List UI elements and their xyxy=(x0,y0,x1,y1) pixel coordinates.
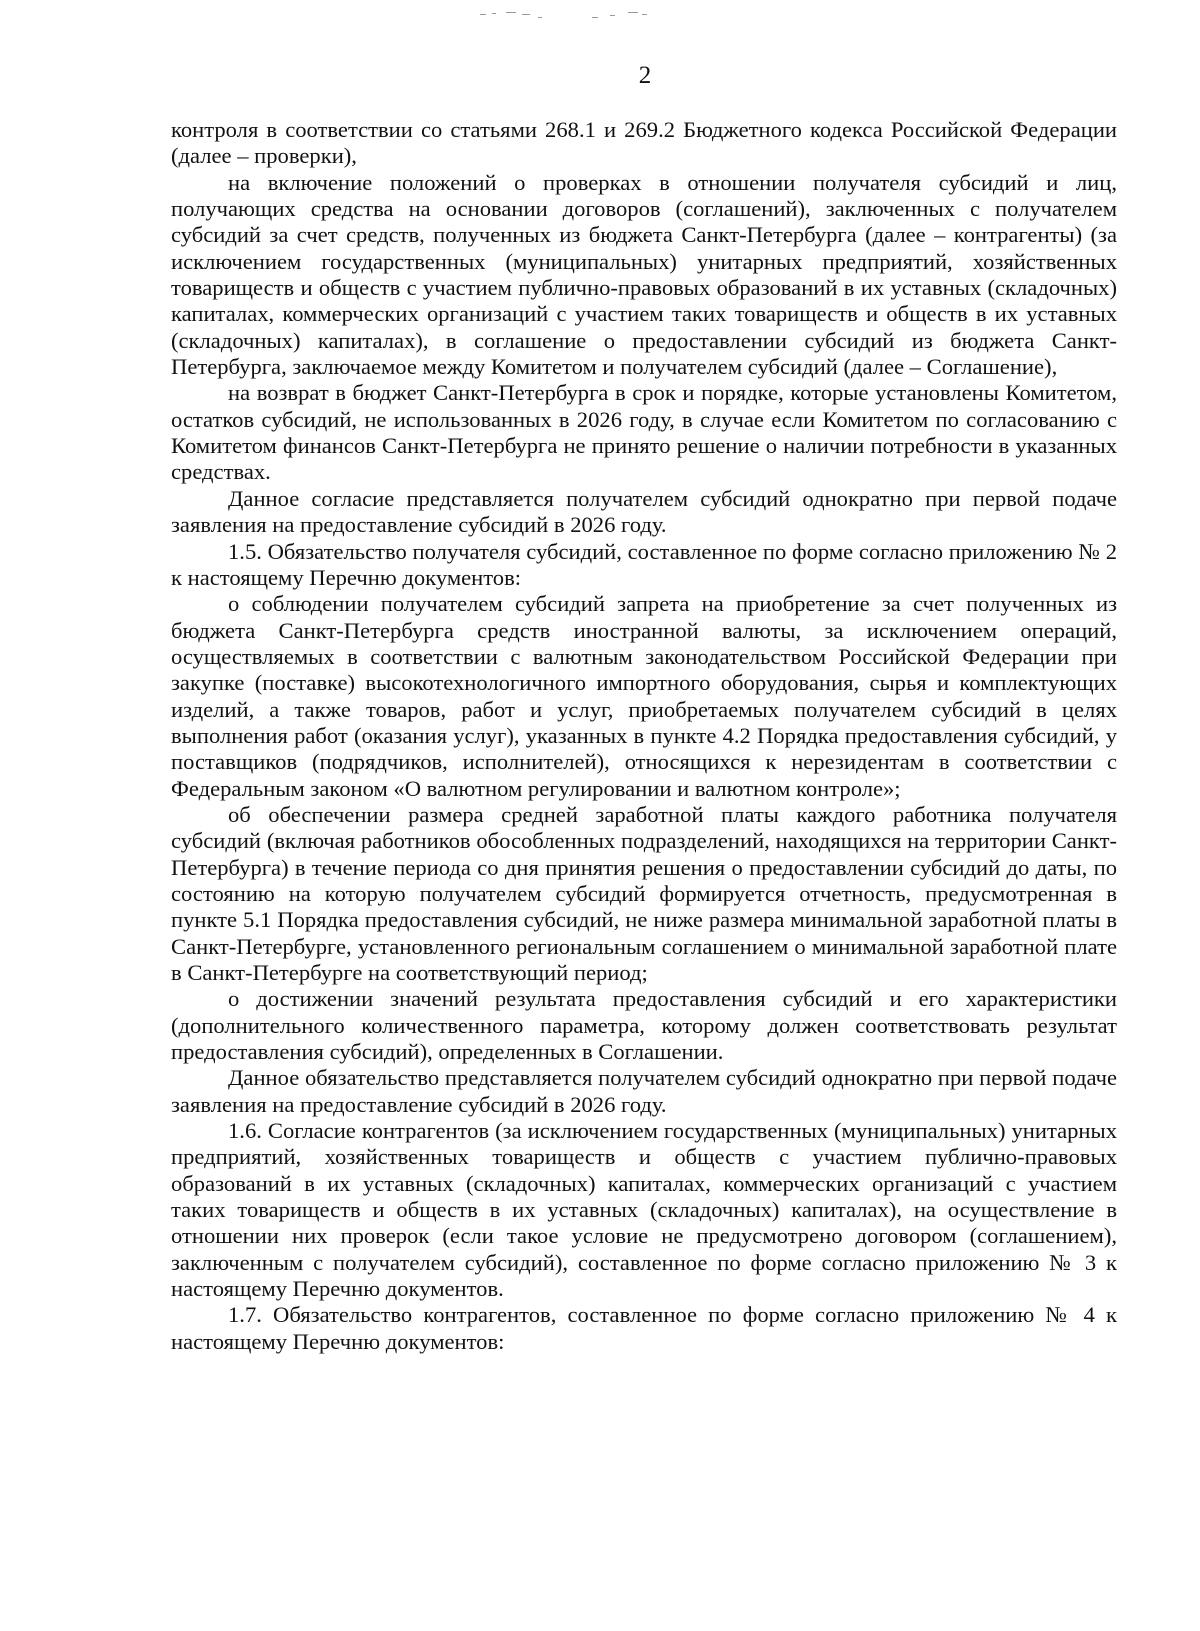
document-body xyxy=(171,117,1117,1355)
paragraph: об обеспечении размера средней заработной платы каждого работника получателя субсидий (включая работников обособленных подразделений, находящихся на территории Санкт-Петербурга) в течение периода со дня принятия решения о предоставлении субсидий до даты, по состоянию на которую получателем субсидий формируется отчетность, предусмотренная в пункте 5.1 Порядка предоставления субсидий, не ниже размера минимальной заработной платы в Санкт-Петербурге, установленного региональным соглашением о минимальной заработной плате в Санкт-Петербурге на соответствующий период; xyxy=(171,801,1117,985)
paragraph: Данное согласие представляется получателем субсидий однократно при первой подаче заявления на предоставление субсидий в 2026 году. xyxy=(171,485,1117,538)
paragraph: о достижении значений результата предоставления субсидий и его характеристики (дополнительного количественного параметра, которому должен соответствовать результат предоставления субсидий), определенных в Соглашении. xyxy=(171,986,1117,1065)
paragraph: о соблюдении получателем субсидий запрета на приобретение за счет полученных из бюджета Санкт-Петербурга средств иностранной валюты, за исключением операций, осуществляемых в соответствии с валютным законодательством Российской Федерации при закупке (поставке) высокотехнологичного импортного оборудования, сырья и комплектующих изделий, а также товаров, работ и услуг, приобретаемых получателем субсидий в целях выполнения работ (оказания услуг), указанных в пункте 4.2 Порядка предоставления субсидий, у поставщиков (подрядчиков, исполнителей), относящихся к нерезидентам в соответствии с Федеральным законом «О валютном регулировании и валютном контроле»; xyxy=(171,591,1117,801)
paragraph: на возврат в бюджет Санкт-Петербурга в срок и порядке, которые установлены Комитетом, остатков субсидий, не использованных в 2026 году, в случае если Комитетом по согласованию с Комитетом финансов Санкт-Петербурга не принято решение о наличии потребности в указанных средствах. xyxy=(171,380,1117,485)
scan-artifact xyxy=(470,8,710,22)
paragraph: Данное обязательство представляется получателем субсидий однократно при первой подаче заявления на предоставление субсидий в 2026 году. xyxy=(171,1065,1117,1117)
page-number: 2 xyxy=(638,62,652,89)
paragraph: контроля в соответствии со статьями 268.1 и 269.2 Бюджетного кодекса Российской Федерации (далее – проверки), xyxy=(171,117,1117,169)
paragraph: 1.6. Согласие контрагентов (за исключением государственных (муниципальных) унитарных предприятий, хозяйственных товариществ и обществ с участием публично-правовых образований в их уставных (складочных) капиталах, коммерческих организаций с участием таких товариществ и обществ в их уставных (складочных) капиталах), на осуществление в отношении них проверок (если такое условие не предусмотрено договором (соглашением), заключенным с получателем субсидий), составленное по форме согласно приложению № 3 к настоящему Перечню документов. xyxy=(171,1118,1117,1302)
paragraph: 1.5. Обязательство получателя субсидий, составленное по форме согласно приложению № 2 к настоящему Перечню документов: xyxy=(171,538,1117,590)
paragraph: на включение положений о проверках в отношении получателя субсидий и лиц, получающих средства на основании договоров (соглашений), заключенных с получателем субсидий за счет средств, полученных из бюджета Санкт-Петербурга (далее – контрагенты) (за исключением государственных (муниципальных) унитарных предприятий, хозяйственных товариществ и обществ с участием публично-правовых образований в их уставных (складочных) капиталах, коммерческих организаций с участием таких товариществ и обществ в их уставных (складочных) капиталах), в соглашение о предоставлении субсидий из бюджета Санкт-Петербурга, заключаемое между Комитетом и получателем субсидий (далее – Соглашение), xyxy=(171,169,1117,380)
paragraph: 1.7. Обязательство контрагентов, составленное по форме согласно приложению № 4 к настоящему Перечню документов: xyxy=(171,1302,1117,1354)
